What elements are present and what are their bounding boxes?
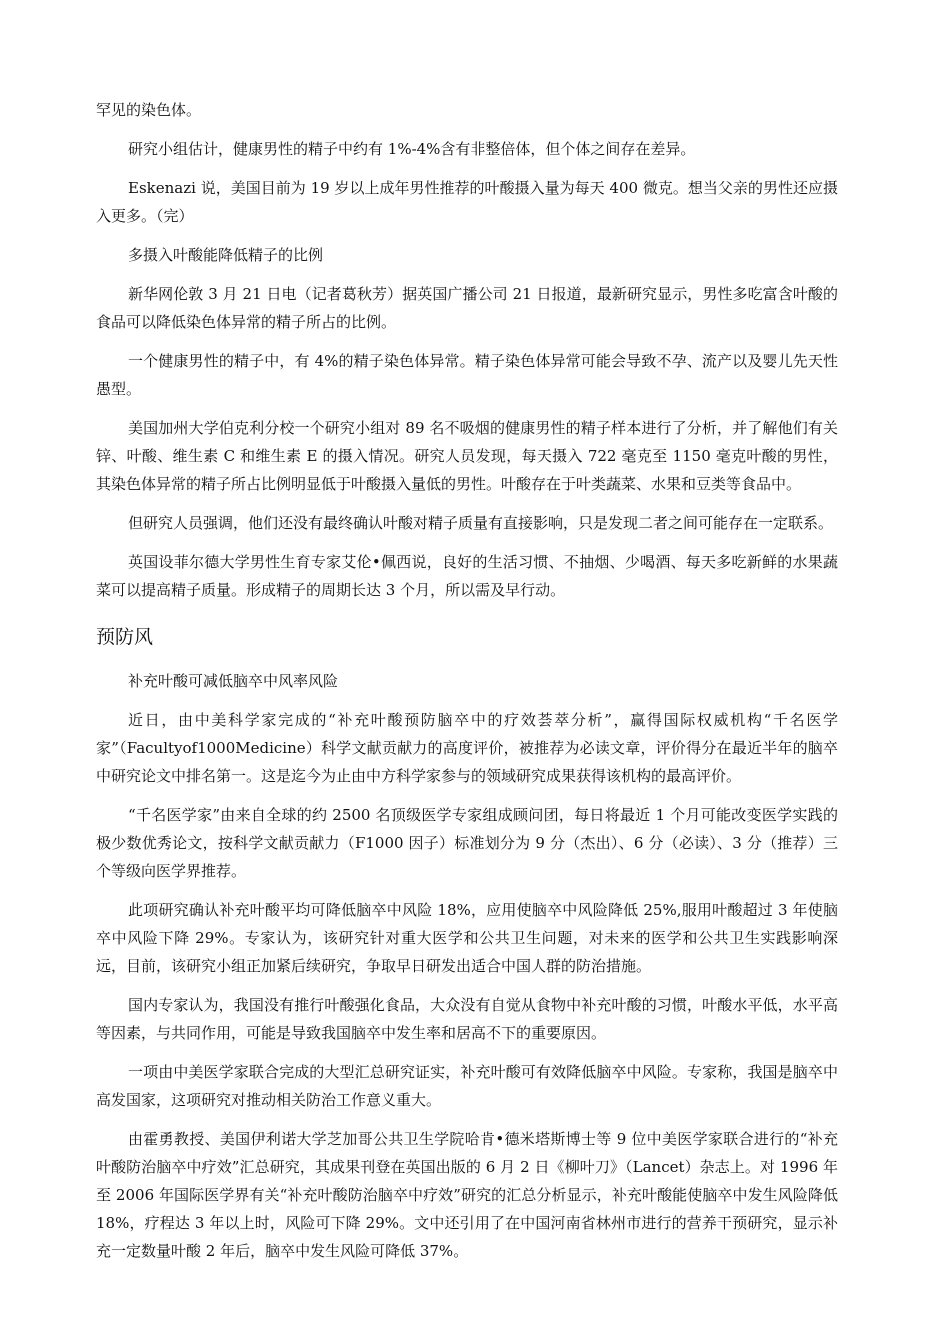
article-subheading: 多摄入叶酸能降低精子的比例 [128, 246, 324, 264]
paragraph: 罕见的染色体。 [96, 101, 202, 119]
section-subheading: 补充叶酸可减低脑卒中风率风险 [128, 672, 339, 690]
paragraph: “千名医学家”由来自全球的约 2500 名顶级医学专家组成顾问团，每日将最近 1 个月可能改变医学实践的极少数优秀论文，按科学文献贡献力（F1000 因子）标准划分为 9 分（杰出）、6 分（必读）、3 分（推荐）三个等级向医学界推荐。 [96, 806, 838, 880]
paragraph: 近日，由中美科学家完成的“补充叶酸预防脑卒中的疗效荟萃分析”，赢得国际权威机构“千名医学家”（Facultyof1000Medicine）科学文献贡献力的高度评价，被推荐为必读文章，评价得分在最近半年的脑卒中研究论文中排名第一。这是迄今为止由中方科学家参与的领域研究成果获得该机构的最高评价。 [96, 711, 838, 785]
paragraph: 英国设菲尔德大学男性生育专家艾伦•佩西说，良好的生活习惯、不抽烟、少喝酒、每天多吃新鲜的水果蔬菜可以提高精子质量。形成精子的周期长达 3 个月，所以需及早行动。 [96, 553, 838, 599]
paragraph: 美国加州大学伯克利分校一个研究小组对 89 名不吸烟的健康男性的精子样本进行了分析，并了解他们有关锌、叶酸、维生素 C 和维生素 E 的摄入情况。研究人员发现，每天摄入 722 毫克至 1150 毫克叶酸的男性，其染色体异常的精子所占比例明显低于叶酸摄入量低的男性。叶酸存在于叶类蔬菜、水果和豆类等食品中。 [96, 419, 838, 493]
section-title: 预防风 [96, 626, 154, 648]
paragraph: 新华网伦敦 3 月 21 日电（记者葛秋芳）据英国广播公司 21 日报道，最新研究显示，男性多吃富含叶酸的食品可以降低染色体异常的精子所占的比例。 [96, 285, 838, 331]
paragraph: 一个健康男性的精子中，有 4%的精子染色体异常。精子染色体异常可能会导致不孕、流产以及婴儿先天性愚型。 [96, 352, 838, 398]
paragraph: Eskenazi 说，美国目前为 19 岁以上成年男性推荐的叶酸摄入量为每天 400 微克。想当父亲的男性还应摄入更多。（完） [96, 179, 838, 225]
document-page [96, 96, 838, 1276]
paragraph: 国内专家认为，我国没有推行叶酸强化食品，大众没有自觉从食物中补充叶酸的习惯，叶酸水平低，水平高等因素，与共同作用，可能是导致我国脑卒中发生率和居高不下的重要原因。 [96, 996, 838, 1042]
paragraph: 一项由中美医学家联合完成的大型汇总研究证实，补充叶酸可有效降低脑卒中风险。专家称，我国是脑卒中高发国家，这项研究对推动相关防治工作意义重大。 [96, 1063, 838, 1109]
paragraph: 由霍勇教授、美国伊利诺大学芝加哥公共卫生学院哈肯•德米塔斯博士等 9 位中美医学家联合进行的“补充叶酸防治脑卒中疗效”汇总研究，其成果刊登在英国出版的 6 月 2 日《柳叶刀》（Lancet）杂志上。对 1996 年至 2006 年国际医学界有关“补充叶酸防治脑卒中疗效”研究的汇总分析显示，补充叶酸能使脑卒中发生风险降低 18%，疗程达 3 年以上时，风险可下降 29%。文中还引用了在中国河南省林州市进行的营养干预研究，显示补充一定数量叶酸 2 年后，脑卒中发生风险可降低 37%。 [96, 1130, 838, 1260]
paragraph: 但研究人员强调，他们还没有最终确认叶酸对精子质量有直接影响，只是发现二者之间可能存在一定联系。 [128, 514, 834, 532]
paragraph: 此项研究确认补充叶酸平均可降低脑卒中风险 18%，应用使脑卒中风险降低 25%,服用叶酸超过 3 年使脑卒中风险下降 29%。专家认为，该研究针对重大医学和公共卫生问题，对未来的医学和公共卫生实践影响深远，目前，该研究小组正加紧后续研究，争取早日研发出适合中国人群的防治措施。 [96, 901, 838, 975]
paragraph: 研究小组估计，健康男性的精子中约有 1%-4%含有非整倍体，但个体之间存在差异。 [128, 140, 696, 158]
